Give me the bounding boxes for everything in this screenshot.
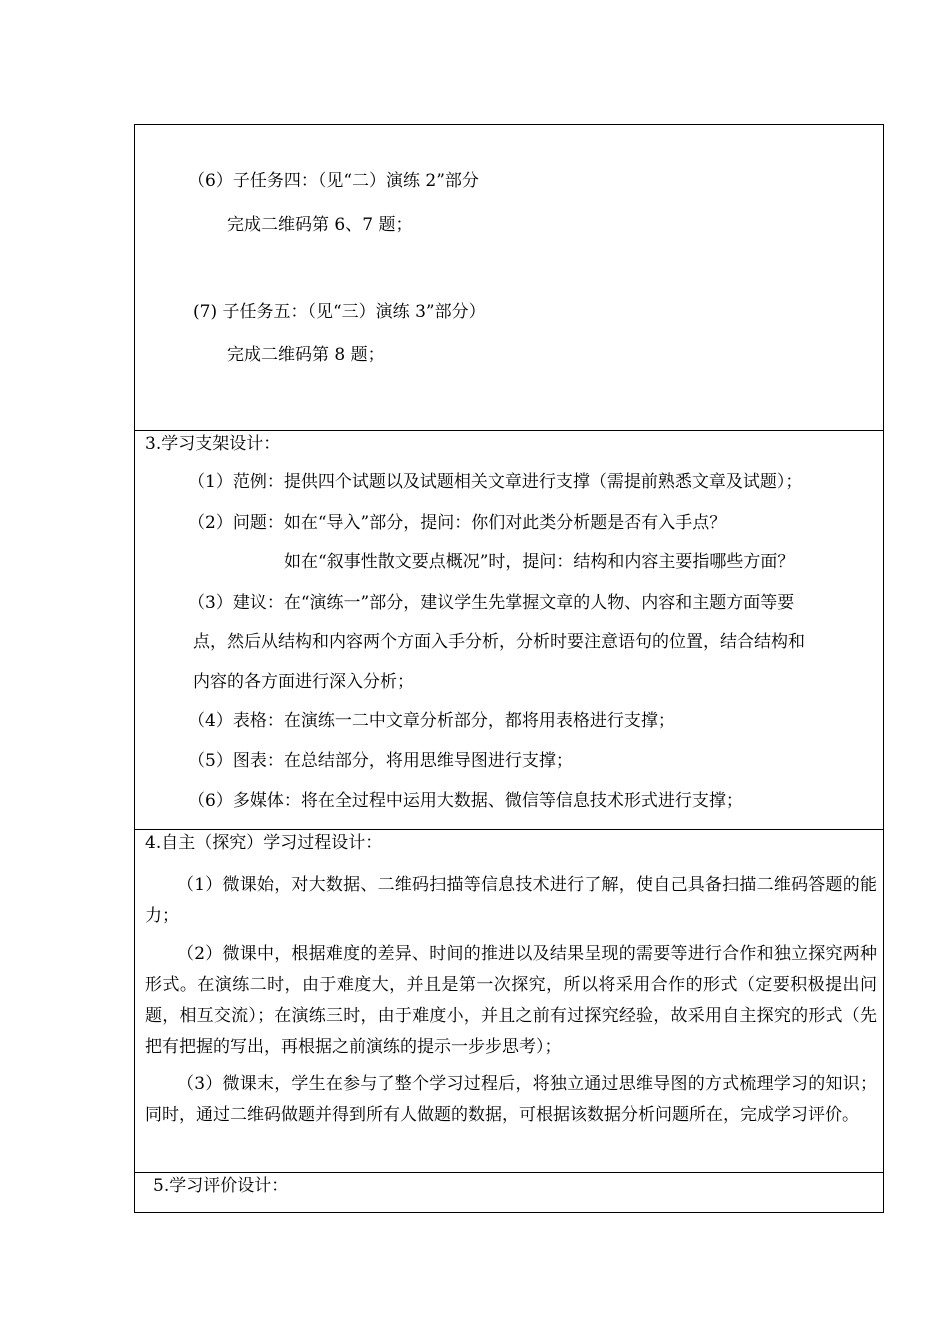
section3-item-suggestion: （3）建议：在“演练一”部分，建议学生先掌握文章的人物、内容和主题方面等要 bbox=[188, 593, 795, 613]
section3-item-suggestion-line2: 点，然后从结构和内容两个方面入手分析，分析时要注意语句的位置，结合结构和 bbox=[193, 632, 805, 652]
section4-heading: 4.自主（探究）学习过程设计： bbox=[145, 833, 383, 853]
subtask-four-detail: 完成二维码第 6、7 题； bbox=[227, 215, 413, 235]
row-divider-section4 bbox=[134, 829, 884, 830]
row-divider-section3 bbox=[134, 430, 884, 431]
subtask-four: （6）子任务四：（见“二）演练 2”部分 bbox=[188, 171, 479, 191]
subtask-five: (7) 子任务五：（见“三）演练 3”部分） bbox=[193, 302, 486, 322]
section3-item-multimedia: （6）多媒体：将在全过程中运用大数据、微信等信息技术形式进行支撑； bbox=[188, 791, 743, 811]
section3-item-example: （1）范例：提供四个试题以及试题相关文章进行支撑（需提前熟悉文章及试题）； bbox=[188, 472, 803, 492]
section3-item-table: （4）表格：在演练一二中文章分析部分，都将用表格进行支撑； bbox=[188, 711, 675, 731]
section4-paragraph-end: （3）微课末，学生在参与了整个学习过程后，将独立通过思维导图的方式梳理学习的知识；同时，通过二维码做题并得到所有人做题的数据，可根据该数据分析问题所在，完成学习评价。 bbox=[145, 1074, 877, 1125]
section3-item-suggestion-line3: 内容的各方面进行深入分析； bbox=[193, 672, 414, 692]
section4-paragraph-start: （1）微课始，对大数据、二维码扫描等信息技术进行了解，使自己具备扫描二维码答题的能力； bbox=[145, 875, 877, 926]
section3-heading: 3.学习支架设计： bbox=[145, 434, 281, 454]
section5-heading: 5.学习评价设计： bbox=[153, 1176, 289, 1196]
section3-item-chart: （5）图表：在总结部分，将用思维导图进行支撑； bbox=[188, 751, 573, 771]
section4-paragraph-middle: （2）微课中，根据难度的差异、时间的推进以及结果呈现的需要等进行合作和独立探究两种形式。在演练二时，由于难度大，并且是第一次探究，所以将采用合作的形式（定要积极提出问题，相互交流）；在演练三时，由于难度小，并且之前有过探究经验，故采用自主探究的形式（先把有把握的写出，再根据之前演练的提示一步步思考）； bbox=[145, 944, 877, 1057]
section3-item-question-cont: 如在“叙事性散文要点概况”时，提问：结构和内容主要指哪些方面？ bbox=[284, 552, 795, 572]
row-divider-section5 bbox=[134, 1172, 884, 1173]
subtask-five-detail: 完成二维码第 8 题； bbox=[227, 345, 385, 365]
section3-item-question: （2）问题：如在“导入”部分，提问：你们对此类分析题是否有入手点？ bbox=[188, 513, 727, 533]
